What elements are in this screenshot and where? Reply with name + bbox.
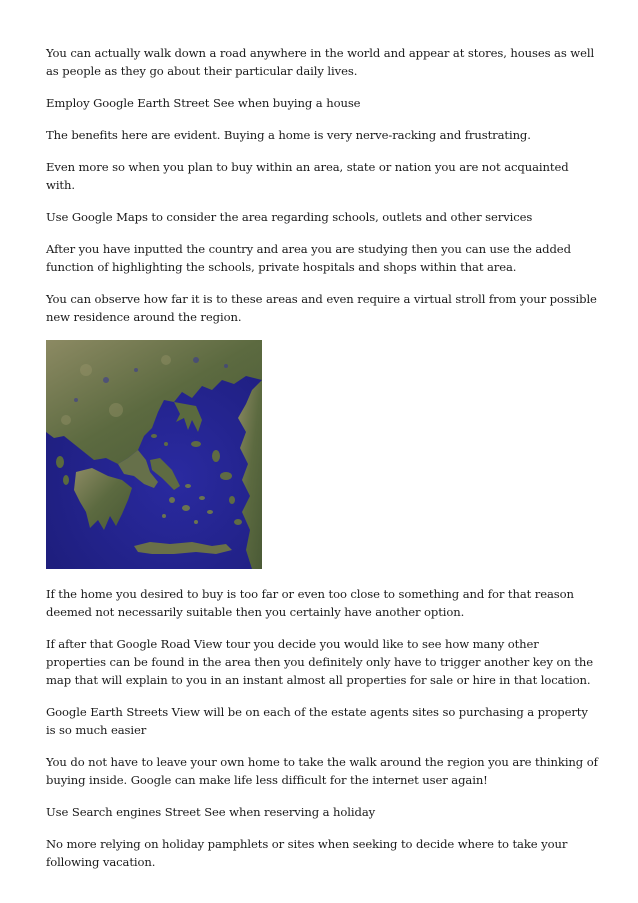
- paragraph-properties-for-sale: If after that Google Road View tour you decide you would like to see how many other properties can be found in the area then you definitely only have to trigger another key on the map that will explain to you in an instant almost all properties for sale or hire in that location.: [46, 637, 594, 687]
- paragraph-holiday-pamphlets: No more relying on holiday pamphlets or sites when seeking to decide where to take your following vacation.: [46, 837, 568, 869]
- paragraph-another-option: If the home you desired to buy is too far or even too close to something and for that reason deemed not necessarily suitable then you certainly have another option.: [46, 587, 574, 619]
- paragraph-stay-home: You do not have to leave your own home to take the walk around the region you are thinking of buying inside. Google can make life less difficult for the internet user again!: [46, 755, 598, 787]
- paragraph-benefits: The benefits here are evident. Buying a home is very nerve-racking and frustrating.: [46, 128, 531, 142]
- document-page: [46, 44, 598, 885]
- paragraph-unfamiliar-area: Even more so when you plan to buy within an area, state or nation you are not acquainted with.: [46, 160, 569, 192]
- paragraph-heading-buying-house: Employ Google Earth Street See when buying a house: [46, 96, 361, 110]
- satellite-map-greece-image: [46, 340, 262, 569]
- paragraph-highlighting: After you have inputted the country and area you are studying then you can use the added function of highlighting the schools, private hospitals and shops within that area.: [46, 242, 571, 274]
- paragraph-heading-holiday: Use Search engines Street See when reserving a holiday: [46, 805, 376, 819]
- paragraph-estate-agents: Google Earth Streets View will be on each of the estate agents sites so purchasing a property is so much easier: [46, 705, 588, 737]
- paragraph-intro: You can actually walk down a road anywhere in the world and appear at stores, houses as well as people as they go about their particular daily lives.: [46, 46, 595, 78]
- paragraph-heading-google-maps: Use Google Maps to consider the area regarding schools, outlets and other services: [46, 210, 533, 224]
- paragraph-virtual-stroll: You can observe how far it is to these areas and even require a virtual stroll from your possible new residence around the region.: [46, 292, 597, 324]
